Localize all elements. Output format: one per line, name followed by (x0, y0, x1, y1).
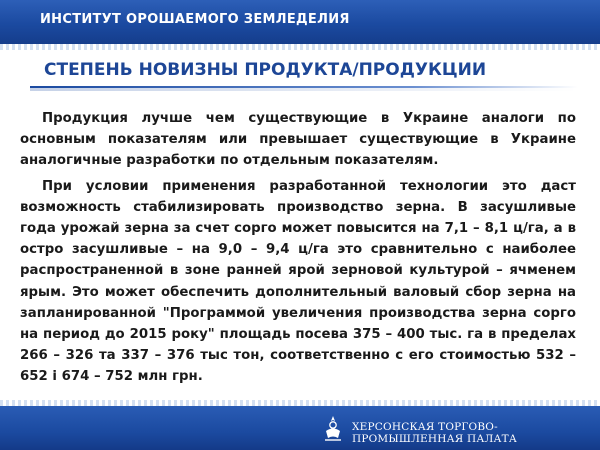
footer-bar (0, 406, 600, 450)
paragraph-1: Продукция лучше чем существующие в Украине аналоги по основным показателям или превышает существующие в Украине аналогичные разработки по отдельным показателям. (20, 111, 576, 169)
chamber-name: ХЕРСОНСКАЯ ТОРГОВО-ПРОМЫШЛЕННАЯ ПАЛАТА (352, 421, 517, 445)
header-bar (0, 0, 600, 44)
title-underline-shadow (30, 88, 578, 91)
chamber-emblem-icon (322, 414, 344, 442)
org-name: ИНСТИТУТ ОРОШАЕМОГО ЗЕМЛЕДЕЛИЯ (40, 12, 350, 27)
slide-title: СТЕПЕНЬ НОВИЗНЫ ПРОДУКТА/ПРОДУКЦИИ (44, 60, 487, 80)
slide-body (20, 108, 576, 392)
paragraph-2: При условии применения разработанной технологии это даст возможность стабилизировать производство зерна. В засушливые года урожай зерна за счет сорго может повысится на 7,1 – 8,1 ц/га, а в остро засушливые – на 9,0 – 9,4 ц/га это сравнительно с наиболее распространенной в зоне ранней ярой зерновой культурой – ячменем ярым. Это может обеспечить дополнительный валовый сбор зерна на запланированной "Программой увеличения производства зерна сорго на период до 2015 року" площадь посева 375 – 400 тыс. га в пределах 266 – 326 та 337 – 376 тыс тон, соответственно с его стоимостью 532 – 652 і 674 – 752 млн грн. (20, 178, 576, 385)
